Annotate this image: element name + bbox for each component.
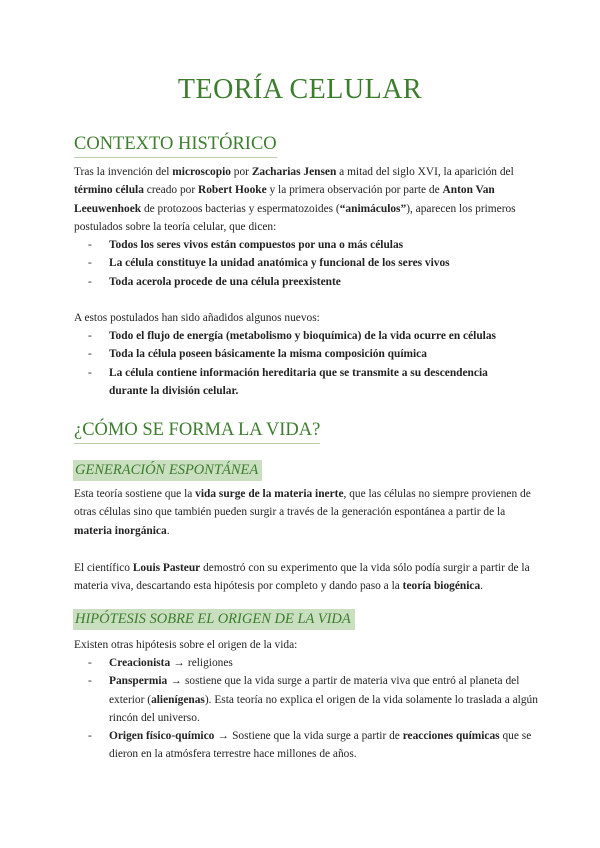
list-item: - Origen físico-químico → Sostiene que la vida surge a partir de reacciones químicas que se dieron en la atmósfera terrestre hace millones de años.: [88, 727, 538, 764]
list-item: - Panspermia → sostiene que la vida surge a partir de materia viva que entró al planeta del exterior (alienígenas). Esta teoría no explica el origen de la vida solamente lo traslada a algún rincón del universo.: [88, 672, 538, 727]
nuevos-postulados-list: [88, 327, 538, 400]
generacion-paragraph-2: El científico Louis Pasteur demostró con su experimento que la vida sólo podía surgir a partir de la materia viva, descartando esta hipótesis por completo y dando paso a la teoría biogénica.: [74, 562, 530, 593]
list-item: - Creacionista → religiones: [88, 654, 538, 672]
hipotesis-intro: Existen otras hipótesis sobre el origen de la vida:: [74, 639, 298, 651]
list-item: - Todo el flujo de energía (metabolismo y bioquímica) de la vida ocurre en células: [88, 327, 538, 345]
list-item: - Todos los seres vivos están compuestos por una o más células: [88, 236, 538, 254]
list-item: - Toda la célula poseen básicamente la misma composición química: [88, 345, 538, 363]
contexto-intro-paragraph: Tras la invención del microscopio por Zacharias Jensen a mitad del siglo XVI, la aparición del término célula creado por Robert Hooke y la primera observación por parte de Anton Van Leeuwenhoek de protozoos bacterias y espermatozoides (“animáculos”), aparecen los primeros postulados sobre la teoría celular, que dicen:: [74, 166, 516, 233]
section-heading-contexto: CONTEXTO HISTÓRICO: [74, 134, 277, 158]
page-title: TEORÍA CELULAR: [177, 74, 423, 105]
section-heading-vida: ¿CÓMO SE FORMA LA VIDA?: [74, 420, 320, 444]
added-postulados-intro: A estos postulados han sido añadidos algunos nuevos:: [74, 312, 320, 324]
subsection-heading-hipotesis: HIPÓTESIS SOBRE EL ORIGEN DE LA VIDA: [73, 609, 355, 630]
list-item: - La célula contiene información hereditaria que se transmite a su descendencia durante la división celular.: [88, 364, 538, 401]
hipotesis-list: [88, 654, 538, 764]
list-item: - Toda acerola procede de una célula preexistente: [88, 273, 538, 291]
subsection-heading-generacion: GENERACIÓN ESPONTÁNEA: [73, 460, 262, 481]
list-item: - La célula constituye la unidad anatómica y funcional de los seres vivos: [88, 254, 538, 272]
generacion-paragraph-1: Esta teoría sostiene que la vida surge de la materia inerte, que las células no siempre provienen de otras células sino que también pueden surgir a través de la generación espontánea a partir de la materia inorgánica.: [74, 488, 531, 537]
postulados-list: [88, 236, 538, 291]
